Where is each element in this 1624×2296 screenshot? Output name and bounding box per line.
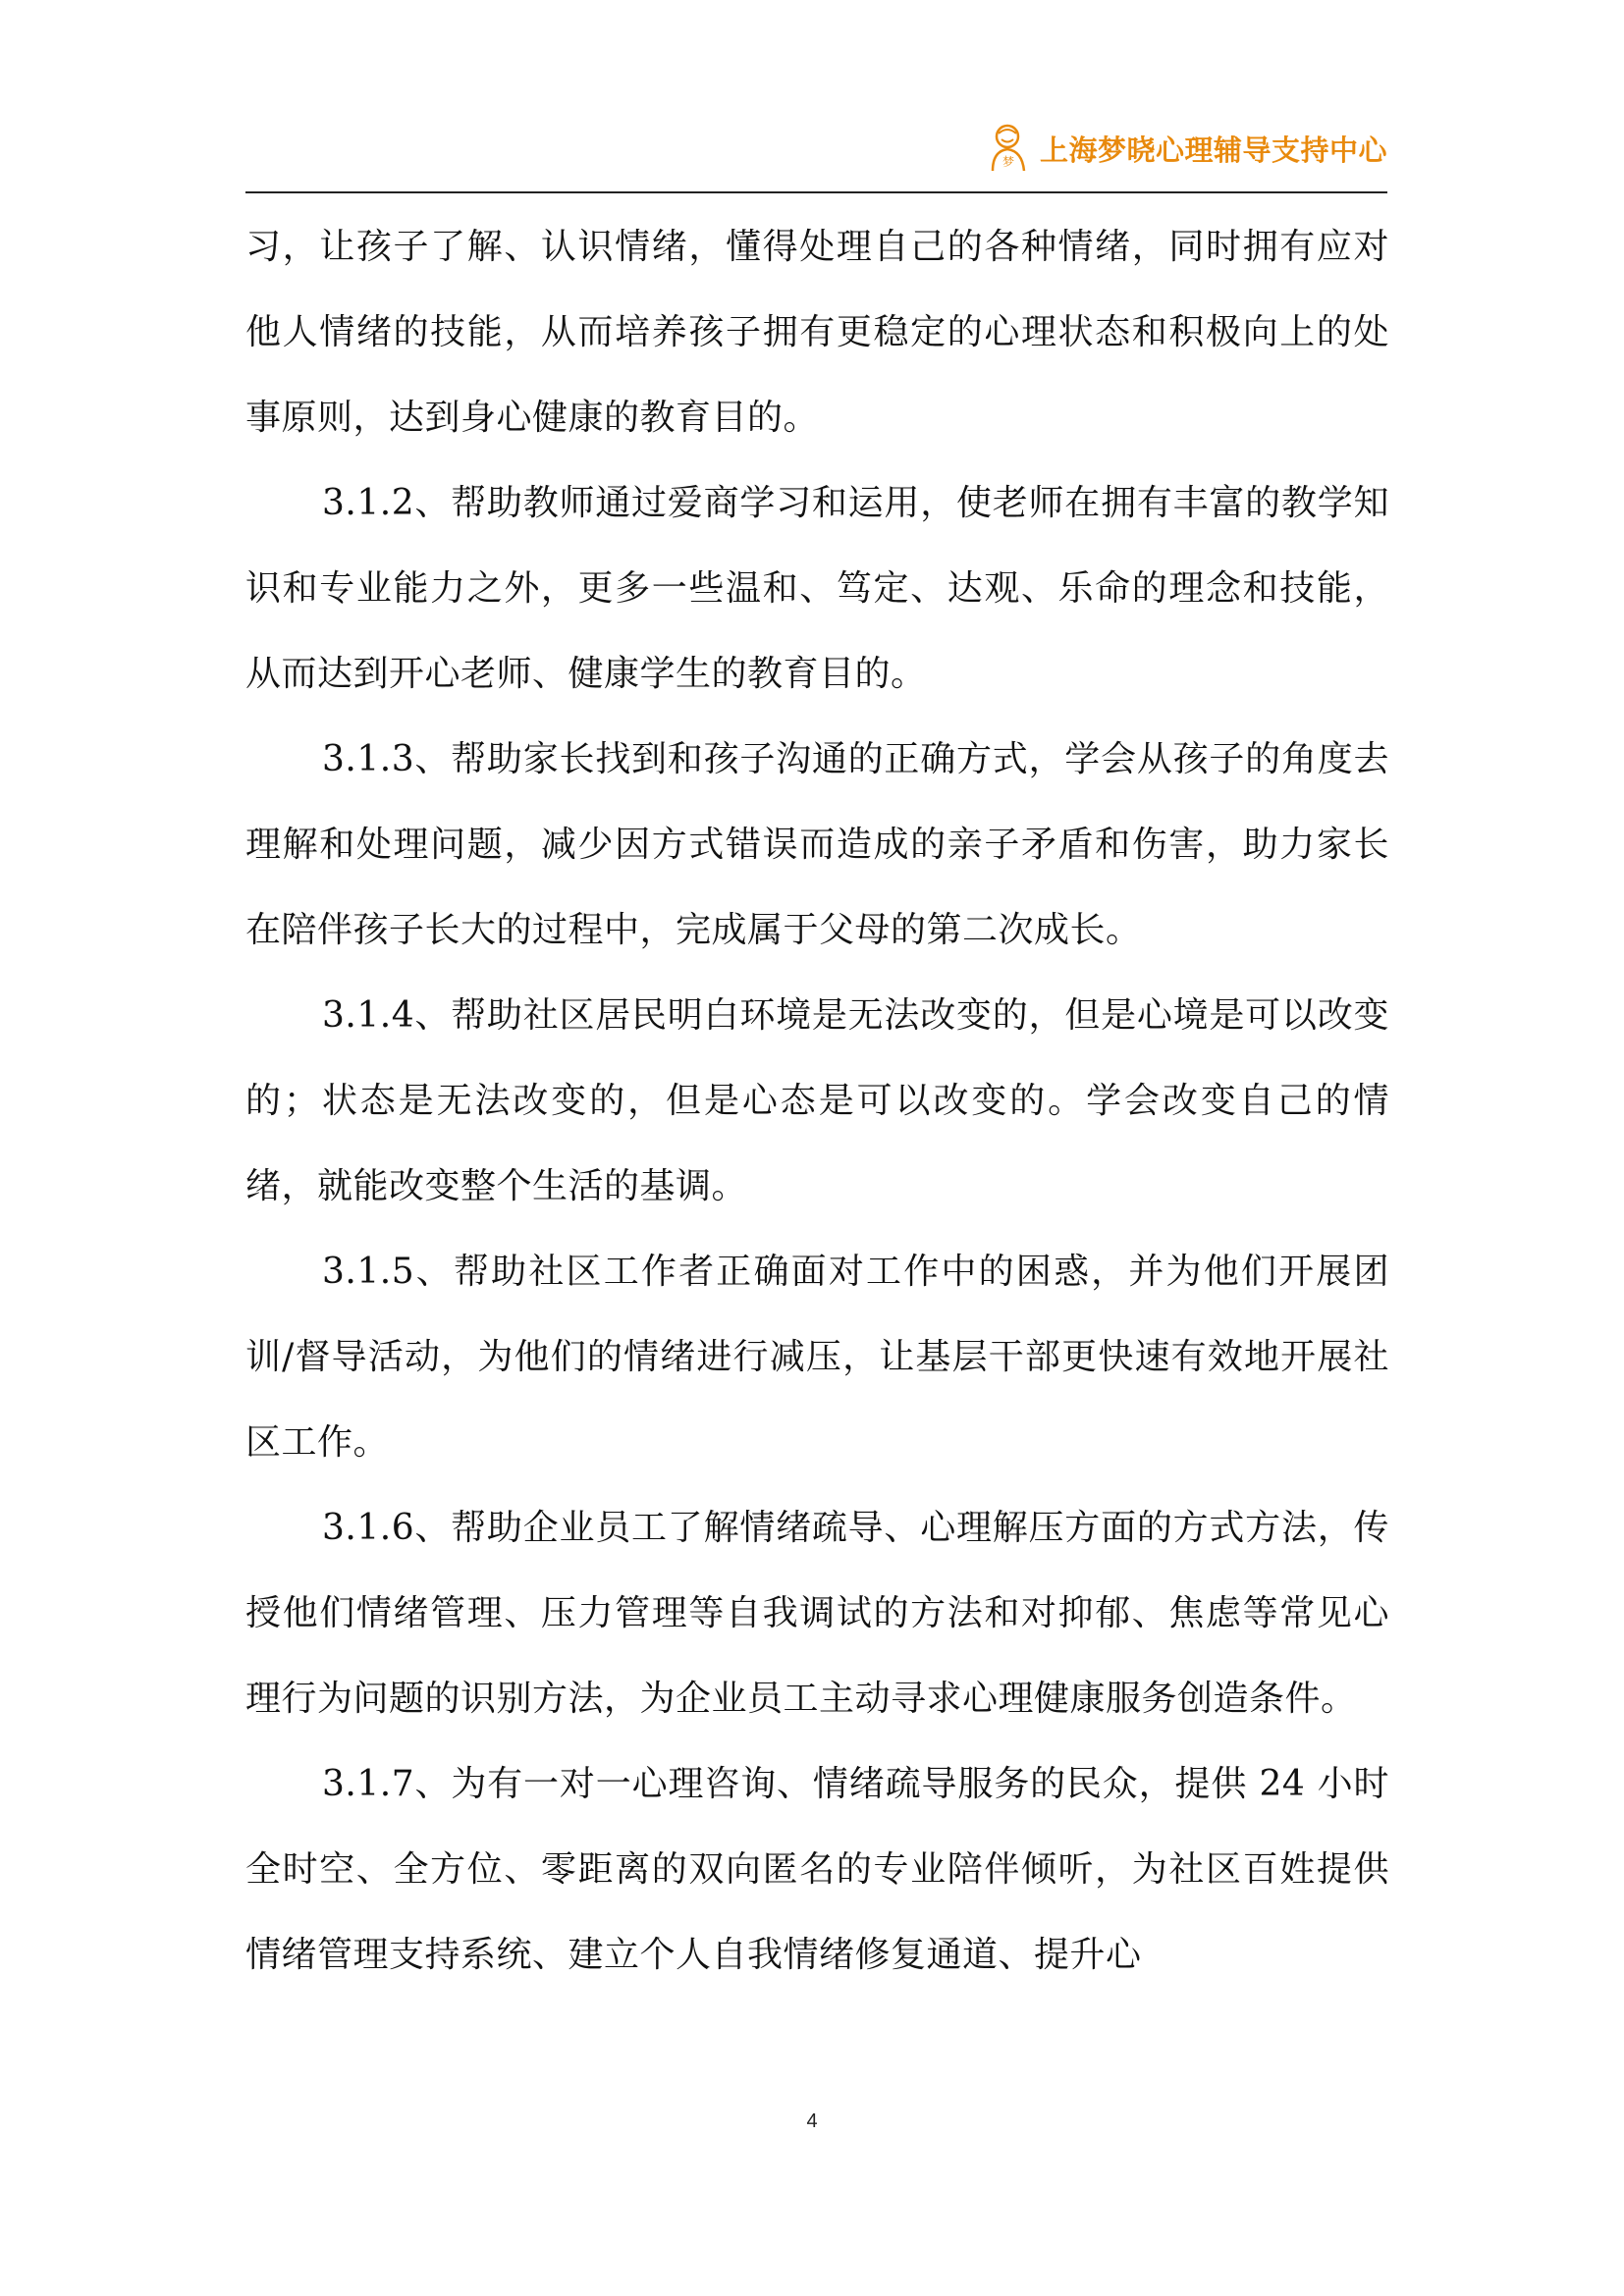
smiling-figure-logo-icon <box>987 122 1030 175</box>
header-divider <box>245 191 1387 193</box>
paragraph-3-1-5: 3.1.5、帮助社区工作者正确面对工作中的困惑，并为他们开展团训/督导活动，为他们的情绪进行减压，让基层干部更快速有效地开展社区工作。 <box>245 1252 1389 1463</box>
logo-char: 梦 <box>1001 155 1014 169</box>
paragraph-3-1-3: 3.1.3、帮助家长找到和孩子沟通的正确方式，学会从孩子的角度去理解和处理问题，减少因方式错误而造成的亲子矛盾和伤害，助力家长在陪伴孩子长大的过程中，完成属于父母的第二次成长。 <box>245 739 1389 950</box>
paragraph-3-1-6: 3.1.6、帮助企业员工了解情绪疏导、心理解压方面的方式方法，传授他们情绪管理、压力管理等自我调试的方法和对抑郁、焦虑等常见心理行为问题的识别方法，为企业员工主动寻求心理健康服务创造条件。 <box>245 1508 1389 1719</box>
page-header <box>245 108 1387 192</box>
paragraph-3-1-2: 3.1.2、帮助教师通过爱商学习和运用，使老师在拥有丰富的教学知识和专业能力之外，更多一些温和、笃定、达观、乐命的理念和技能，从而达到开心老师、健康学生的教育目的。 <box>245 483 1389 694</box>
organization-brand <box>987 114 1387 183</box>
page-number: 4 <box>806 2110 818 2132</box>
document-body <box>245 204 1389 1998</box>
paragraph-continuation: 习，让孩子了解、认识情绪，懂得处理自己的各种情绪，同时拥有应对他人情绪的技能，从而培养孩子拥有更稳定的心理状态和积极向上的处事原则，达到身心健康的教育目的。 <box>245 227 1389 438</box>
organization-name: 上海梦晓心理辅导支持中心 <box>1039 133 1387 167</box>
paragraph-3-1-7: 3.1.7、为有一对一心理咨询、情绪疏导服务的民众，提供 24 小时全时空、全方位、零距离的双向匿名的专业陪伴倾听，为社区百姓提供情绪管理支持系统、建立个人自我情绪修复通道、提升心 <box>245 1764 1389 1975</box>
paragraph-3-1-4: 3.1.4、帮助社区居民明白环境是无法改变的，但是心境是可以改变的；状态是无法改变的，但是心态是可以改变的。学会改变自己的情绪，就能改变整个生活的基调。 <box>245 995 1389 1206</box>
